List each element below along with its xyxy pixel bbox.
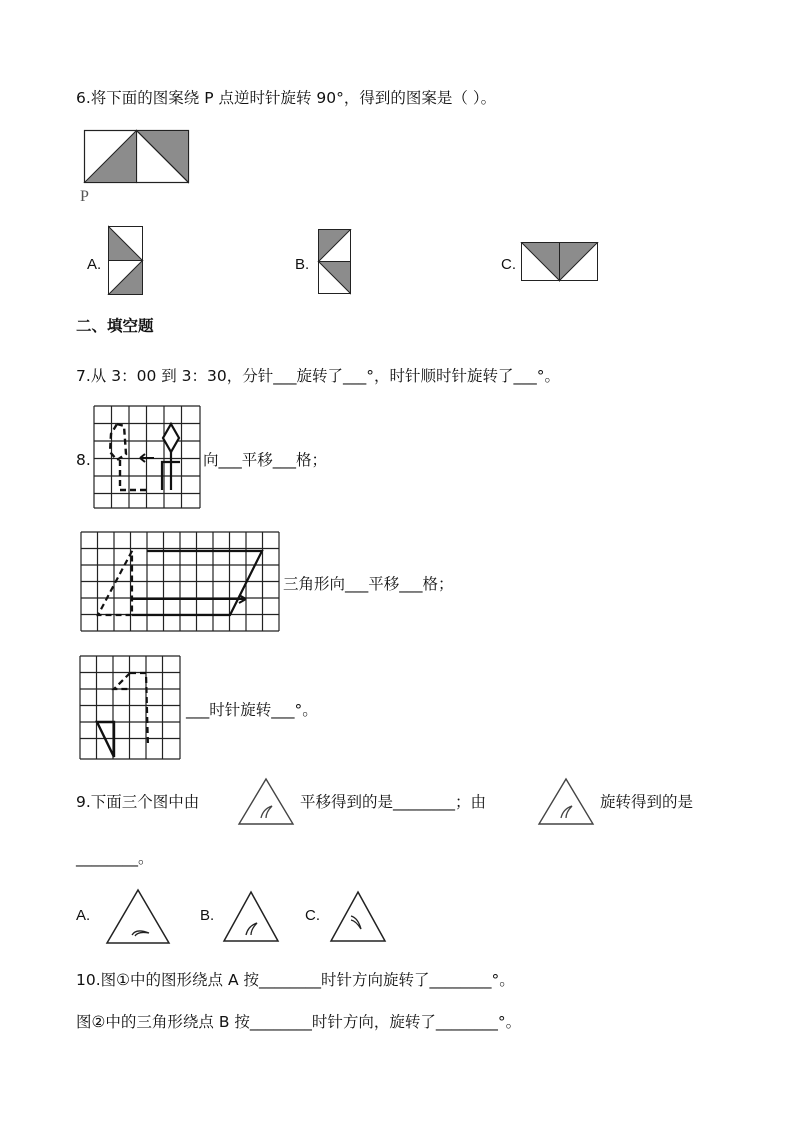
q9-option-a-label: A. bbox=[76, 907, 91, 924]
q6-option-b-figure[interactable] bbox=[318, 229, 352, 297]
q6-pattern bbox=[84, 130, 192, 184]
section-title: 二、填空题 bbox=[76, 317, 154, 335]
q9-text-start: 9.下面三个图中由 bbox=[76, 793, 200, 811]
q10-line2: 图②中的三角形绕点 B 按________时针方向，旋转了________°。 bbox=[76, 1013, 522, 1031]
q6-option-b-label: B. bbox=[295, 256, 310, 273]
q6-option-c-figure[interactable] bbox=[521, 242, 601, 282]
q9-text-mid2: 旋转得到的是 bbox=[600, 793, 694, 811]
q9-option-a-triangle[interactable] bbox=[105, 888, 171, 946]
q8-part2-text: 三角形向___平移___格； bbox=[283, 575, 454, 593]
q6-option-c-label: C. bbox=[501, 256, 516, 273]
q8-grid-1 bbox=[92, 404, 204, 512]
q8-grid-2 bbox=[80, 531, 282, 636]
q9-reference-triangle-1 bbox=[237, 777, 295, 827]
q9-text-mid1: 平移得到的是________；由 bbox=[300, 793, 487, 811]
q9-reference-triangle-2 bbox=[537, 777, 595, 827]
q6-option-a-figure[interactable] bbox=[108, 226, 144, 298]
q7-text: 7.从 3：00 到 3：30，分针___旋转了___°，时针顺时针旋转了___°。 bbox=[76, 367, 560, 385]
q6-text: 6.将下面的图案绕 P 点逆时针旋转 90°，得到的图案是（ ）。 bbox=[76, 89, 497, 107]
point-p-label: P bbox=[80, 188, 89, 205]
q9-option-b-triangle[interactable] bbox=[222, 890, 280, 944]
grid-3-lines bbox=[80, 656, 180, 759]
q8-part3-text: ___时针旋转___°。 bbox=[186, 701, 318, 719]
q9-line2: ________。 bbox=[76, 849, 154, 867]
q8-grid-3 bbox=[78, 655, 182, 763]
q9-option-b-label: B. bbox=[200, 907, 215, 924]
grid-2-lines bbox=[81, 532, 279, 631]
q6-option-a-label: A. bbox=[87, 256, 102, 273]
q10-line1: 10.图①中的图形绕点 A 按________时针方向旋转了________°。 bbox=[76, 971, 515, 989]
q9-option-c-label: C. bbox=[305, 907, 320, 924]
q8-number: 8. bbox=[76, 451, 91, 469]
q8-part1-text: 向___平移___格； bbox=[203, 451, 328, 469]
q9-option-c-triangle[interactable] bbox=[329, 890, 387, 944]
